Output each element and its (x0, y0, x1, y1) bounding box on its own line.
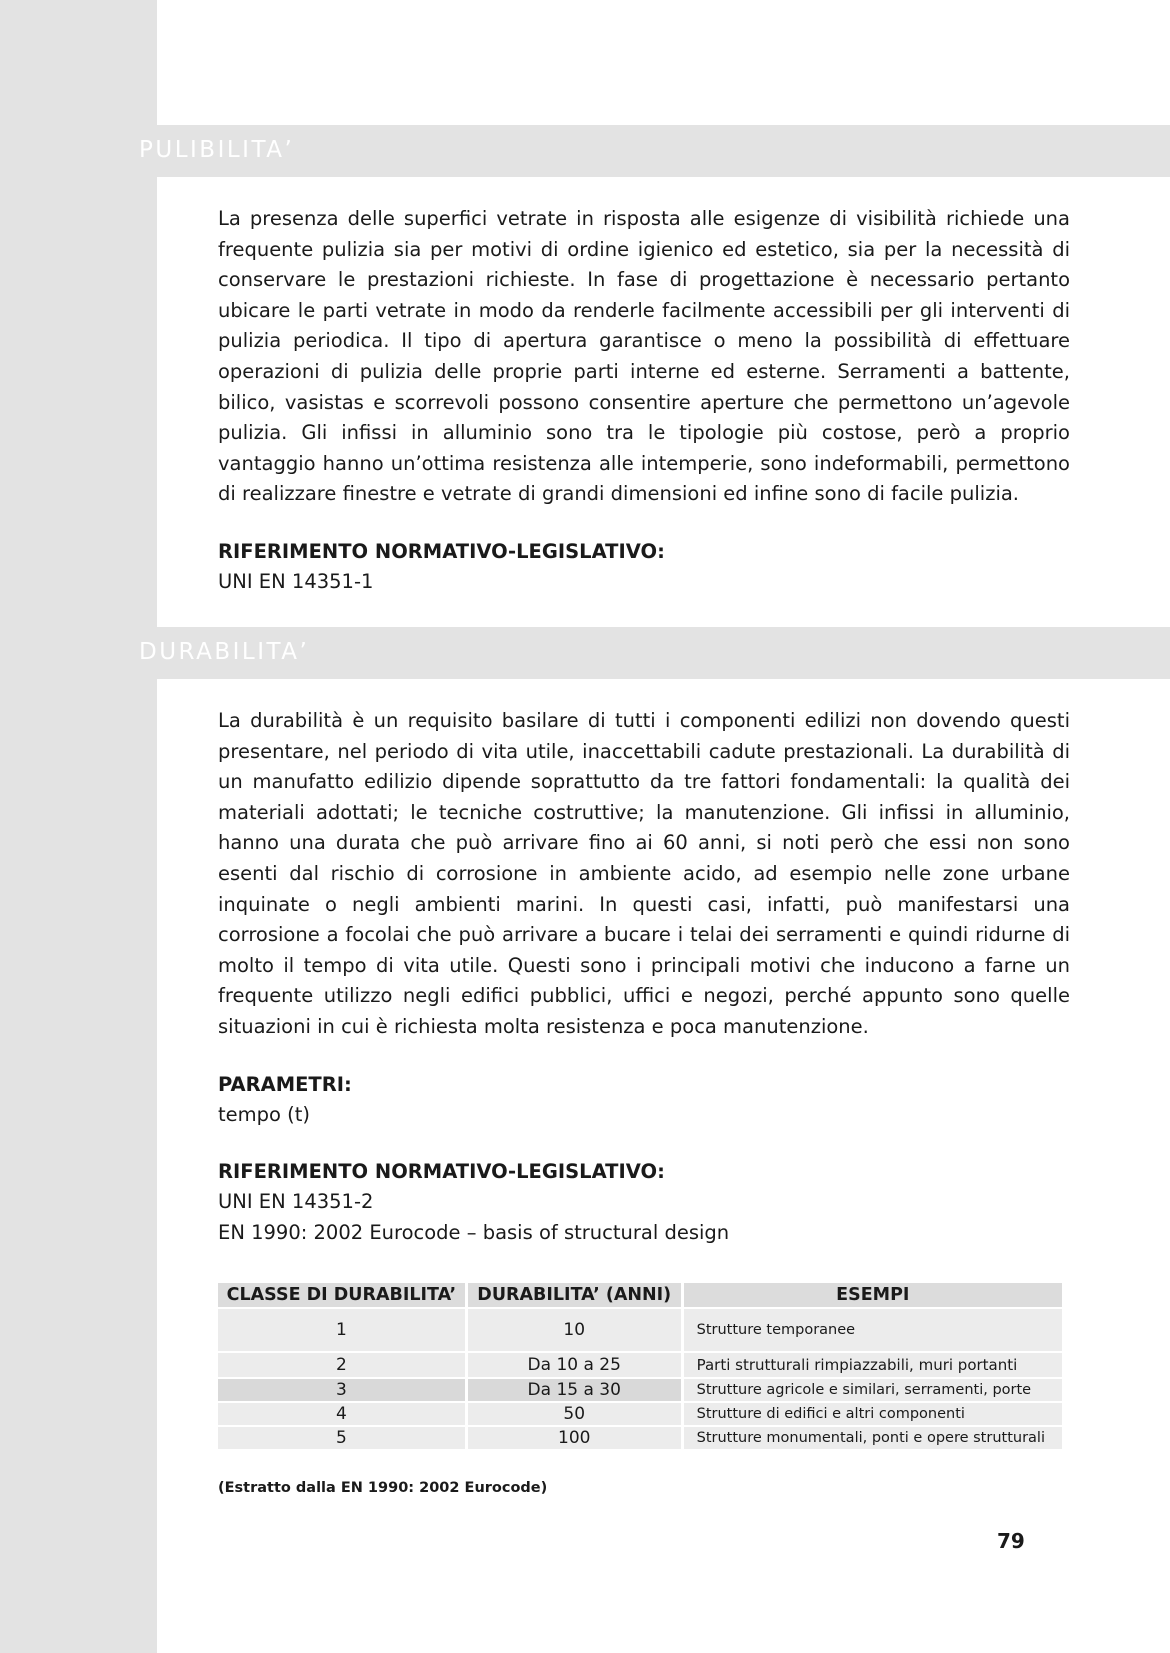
section-body-durabilita (218, 706, 1070, 1248)
table-cell: Strutture agricole e similari, serramenti, porte (684, 1379, 1062, 1401)
section-header-pulibilita (0, 125, 1170, 177)
reference-line: UNI EN 14351-2 (218, 1190, 374, 1214)
table-cell: 50 (468, 1403, 681, 1425)
section-body-pulibilita (218, 204, 1070, 597)
table-cell: 1 (218, 1309, 465, 1351)
table-cell: 10 (468, 1309, 681, 1351)
table-row (218, 1379, 1062, 1401)
column-header: CLASSE DI DURABILITA’ (218, 1283, 465, 1307)
body-paragraph: La durabilità è un requisito basilare di tutti i componenti edilizi non dovendo questi presentare, nel periodo di vita utile, inaccettabili cadute prestazionali. La durabilità di un manufatto edilizio dipende soprattutto da tre fattori fondamentali: la qualità dei materiali adottati; le tecniche costruttive; la manutenzione. Gli infissi in alluminio, hanno una durata che può arrivare fino ai 60 anni, si noti però che essi non sono esenti dal rischio di corrosione in ambiente acido, ad esempio nelle zone urbane inquinate o negli ambienti marini. In questi casi, infatti, può manifestarsi una corrosione a focolai che può arrivare a bucare i telai dei serramenti e quindi ridurne di molto il tempo di vita utile. Questi sono i principali motivi che inducono a farne un frequente utilizzo negli edifici pubblici, uffici e negozi, perché appunto sono quelle situazioni in cui è richiesta molta resistenza e poca manutenzione. (218, 709, 1070, 1038)
table-cell: Strutture monumentali, ponti e opere strutturali (684, 1427, 1062, 1449)
table-cell: Da 15 a 30 (468, 1379, 681, 1401)
reference-heading: RIFERIMENTO NORMATIVO-LEGISLATIVO: (218, 1160, 665, 1184)
body-paragraph: La presenza delle superfici vetrate in risposta alle esigenze di visibilità richiede una frequente pulizia sia per motivi di ordine igienico ed estetico, sia per la necessità di conservare le prestazioni richieste. In fase di progettazione è necessario pertanto ubicare le parti vetrate in modo da renderle facilmente accessibili per gli interventi di pulizia periodica. Il tipo di apertura garantisce o meno la possibilità di effettuare operazioni di pulizia delle proprie parti interne ed esterne. Serramenti a battente, bilico, vasistas e scorrevoli possono consentire aperture che permettono un’agevole pulizia. Gli infissi in alluminio sono tra le tipologie più costose, però a proprio vantaggio hanno un’ottima resistenza alle intemperie, sono indeformabili, permettono di realizzare finestre e vetrate di grandi dimensioni ed infine sono di facile pulizia. (218, 207, 1070, 506)
column-header: DURABILITA’ (ANNI) (468, 1283, 681, 1307)
left-margin-band (0, 0, 157, 1653)
parameters-value: tempo (t) (218, 1102, 311, 1126)
table-row (218, 1353, 1062, 1377)
table-cell: 100 (468, 1427, 681, 1449)
table-cell: Parti strutturali rimpiazzabili, muri portanti (684, 1353, 1062, 1377)
column-header: ESEMPI (684, 1283, 1062, 1307)
section-title: DURABILITA’ (139, 639, 310, 665)
table-source-note: (Estratto dalla EN 1990: 2002 Eurocode) (218, 1480, 548, 1496)
durability-table (215, 1281, 1065, 1451)
table-header-row (218, 1283, 1062, 1307)
table-cell: 4 (218, 1403, 465, 1425)
table-row (218, 1403, 1062, 1425)
table-cell: 3 (218, 1379, 465, 1401)
reference-heading: RIFERIMENTO NORMATIVO-LEGISLATIVO: (218, 539, 665, 563)
table-row (218, 1427, 1062, 1449)
table-row (218, 1309, 1062, 1351)
table-cell: Strutture di edifici e altri componenti (684, 1403, 1062, 1425)
table-cell: 5 (218, 1427, 465, 1449)
section-header-durabilita (0, 627, 1170, 679)
reference-line: UNI EN 14351-1 (218, 569, 374, 593)
table-cell: 2 (218, 1353, 465, 1377)
table-cell: Strutture temporanee (684, 1309, 1062, 1351)
reference-line: EN 1990: 2002 Eurocode – basis of structural design (218, 1220, 730, 1244)
parameters-heading: PARAMETRI: (218, 1072, 352, 1096)
section-title: PULIBILITA’ (139, 137, 295, 163)
table-cell: Da 10 a 25 (468, 1353, 681, 1377)
page-number: 79 (997, 1529, 1025, 1553)
